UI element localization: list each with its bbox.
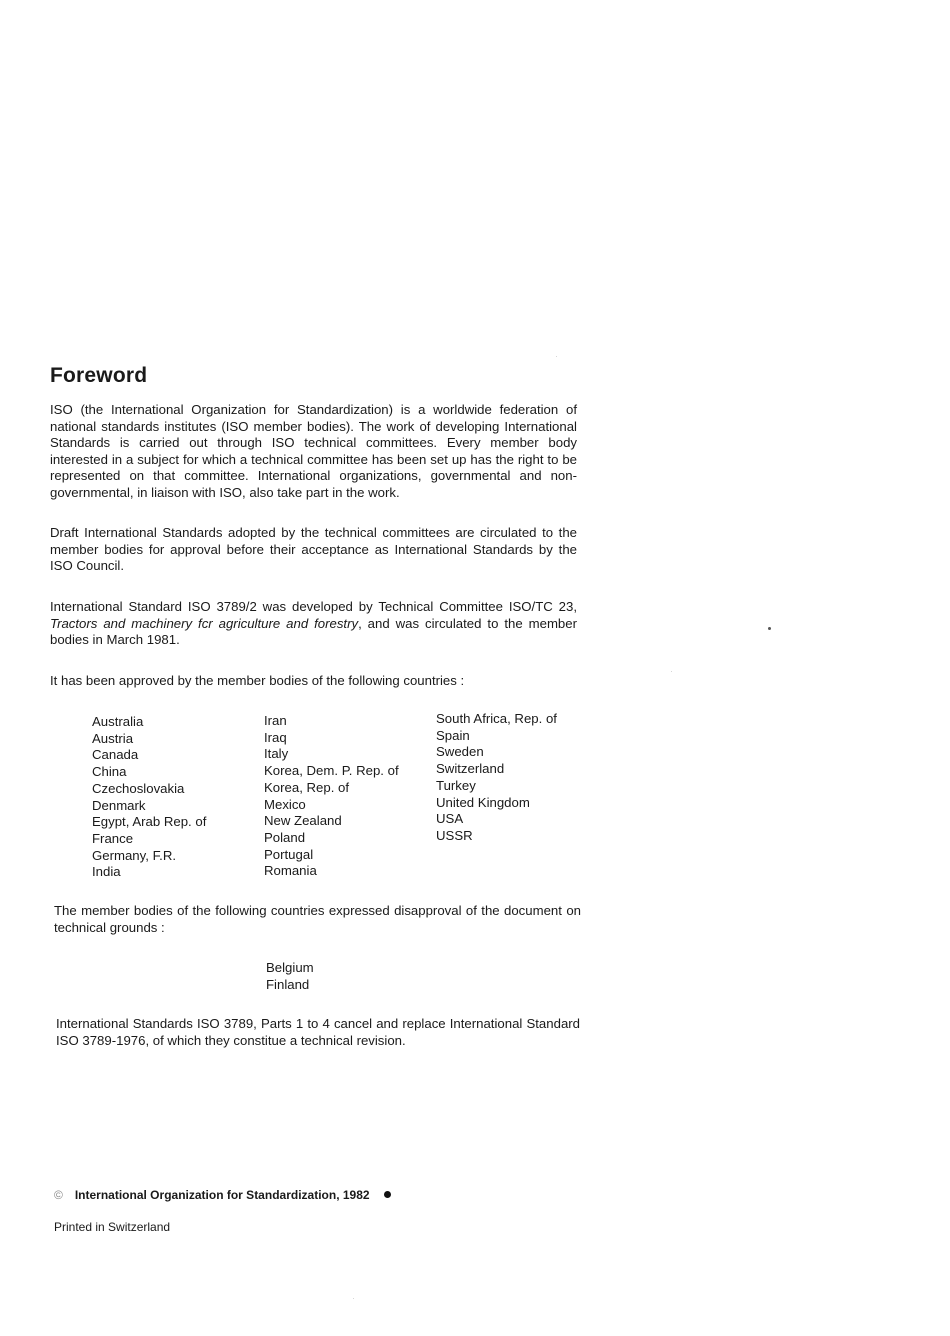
paragraph-disapproval-intro: The member bodies of the following countries expressed disapproval of the document on technical grounds : <box>54 903 581 935</box>
country-item: Iran <box>264 713 287 728</box>
country-item: Poland <box>264 829 306 845</box>
scan-speck <box>671 671 672 672</box>
copyright-text: International Organization for Standardization, 1982 <box>74 1188 370 1202</box>
country-item: Italy <box>264 746 289 762</box>
committee-title: Tractors and machinery fcr agriculture and forestry <box>50 615 359 631</box>
country-item: Canada <box>92 747 139 763</box>
country-item: Korea, Dem. P. Rep. of <box>264 763 399 779</box>
country-item: Australia <box>92 714 144 729</box>
paragraph-development-end: , and was circulated to the member bodies in March 1981. <box>50 615 577 648</box>
country-item: Korea, Rep. of <box>264 779 350 795</box>
country-item: India <box>92 864 121 880</box>
country-item: Egypt, Arab Rep. of <box>92 814 207 830</box>
paragraph-development-start: International Standard ISO 3789/2 was developed by Technical Committee ISO/TC 23, <box>50 599 577 614</box>
country-item: Czechoslovakia <box>92 780 185 796</box>
country-item: Iraq <box>264 729 287 745</box>
copyright-symbol: © <box>54 1188 63 1202</box>
scan-speck <box>353 1298 354 1299</box>
paragraph-development <box>50 599 577 649</box>
country-item: Mexico <box>264 796 306 812</box>
country-item: Switzerland <box>436 761 505 777</box>
country-item: New Zealand <box>264 813 342 829</box>
country-item: China <box>92 764 127 780</box>
printed-in-line: Printed in Switzerland <box>54 1220 171 1234</box>
country-item: USSR <box>436 827 473 843</box>
country-item: Sweden <box>436 744 484 760</box>
country-item: Turkey <box>436 777 476 793</box>
country-item: Portugal <box>264 846 314 862</box>
country-item: France <box>92 830 134 846</box>
country-item: Romania <box>264 863 317 879</box>
country-item: South Africa, Rep. of <box>436 711 557 726</box>
disapproved-countries-list <box>266 960 314 993</box>
country-item: USA <box>436 811 464 827</box>
country-item: Germany, F.R. <box>92 847 177 863</box>
approved-countries-column-3 <box>436 711 557 845</box>
copyright-line <box>54 1188 391 1202</box>
approved-countries-column-1 <box>92 714 206 881</box>
paragraph-draft-standards: Draft International Standards adopted by the technical committees are circulated to the member bodies for approval before their acceptance as International Standards by the ISO Council. <box>50 525 577 574</box>
country-item: Denmark <box>92 797 146 813</box>
paragraph-iso-intro: ISO (the International Organization for Standardization) is a worldwide federation of national standards institutes (ISO member bodies). The work of developing International Standards is carried out through ISO technical committees. Every member body interested in a subject for which a technical committee has been set up has the right to be represented on that committee. International organizations, governmental and non-governmental, in liaison with ISO, also take part in the work. <box>50 402 577 500</box>
country-item: Belgium <box>266 960 314 975</box>
paragraph-approval-intro: It has been approved by the member bodies of the following countries : <box>50 673 465 688</box>
paragraph-revision-note: International Standards ISO 3789, Parts 1 to 4 cancel and replace International Standard ISO 3789-1976, of which they constitue a technical revision. <box>56 1016 580 1048</box>
country-item: United Kingdom <box>436 794 530 810</box>
page-title: Foreword <box>50 364 148 387</box>
approved-countries-column-2 <box>264 713 399 880</box>
country-item: Spain <box>436 727 470 743</box>
scan-speck <box>556 356 557 357</box>
scan-speck <box>768 627 771 630</box>
bullet-dot-icon <box>384 1191 391 1198</box>
country-item: Austria <box>92 730 134 746</box>
country-item: Finland <box>266 976 310 992</box>
